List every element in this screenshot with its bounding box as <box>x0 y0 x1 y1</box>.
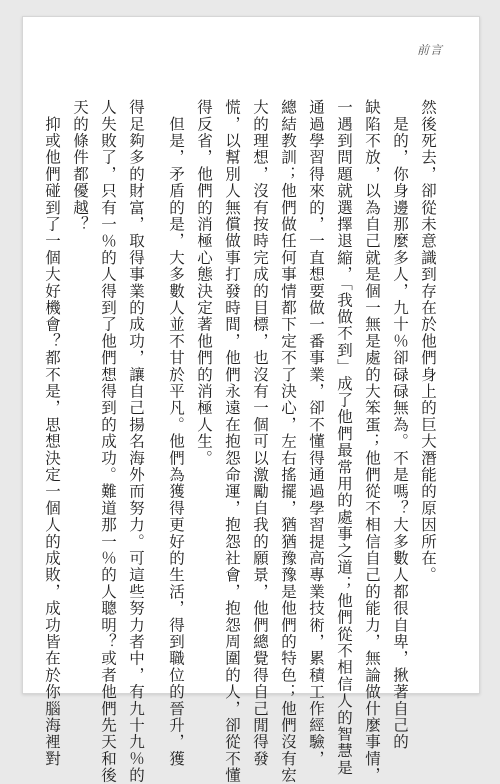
text-column: 抑或他們碰到了一個大好機會？都不是，思想決定一個人的成敗，成功皆在於你腦海裡對 <box>43 99 61 767</box>
text-column: 通過學習得來的，一直想要做一番事業，卻不懂得通過學習提高專業技術，累積工作經驗， <box>307 99 325 767</box>
text-column: 缺陷不放，以為自己就是個一無是處的大笨蛋；他們從不相信自己的能力，無論做什麼事情， <box>363 99 381 784</box>
text-column: 總結教訓；他們做任何事情都下定不了決心，左右搖擺，猶猶豫豫是他們的特色；他們沒有宏 <box>279 99 297 784</box>
text-column: 一遇到問題就選擇退縮，「我做不到」成了他們最常用的處事之道；他們從不相信人的智慧是 <box>335 99 353 776</box>
text-column: 人失敗了，只有一％的人得到了他們想得到的成功。難道那一％的人聰明？或者他們先天和後 <box>99 99 117 784</box>
text-columns <box>43 99 437 784</box>
text-column: 但是，矛盾的是，大多數人並不甘於平凡。他們為獲得更好的生活，得到職位的晉升，獲 <box>167 99 185 767</box>
body-text <box>43 99 437 784</box>
text-column: 天的條件都優越？ <box>71 99 89 233</box>
book-page <box>22 16 480 784</box>
running-head: 前言 <box>416 43 443 57</box>
text-column: 得足夠多的財富，取得事業的成功，讓自己揚名海外而努力。可這些努力者中，有九十九％的 <box>127 99 145 784</box>
text-column: 慌，以幫別人無償做事打發時間，他們永遠在抱怨命運，抱怨社會，抱怨周圍的人，卻從不懂 <box>223 99 241 784</box>
text-column: 大的理想，沒有按時完成的目標，也沒有一個可以激勵自我的願景，他們總覺得自己閒得發 <box>251 99 269 767</box>
text-column: 得反省，他們的消極心態決定著他們的消極人生。 <box>195 99 213 467</box>
text-column: 是的，你身邊那麼多人，九十％卻碌碌無為。不是嗎？大多數人都很自卑，揪著自己的 <box>391 99 409 751</box>
text-column: 然後死去，卻從未意識到存在於他們身上的巨大潛能的原因所在。 <box>419 99 437 584</box>
